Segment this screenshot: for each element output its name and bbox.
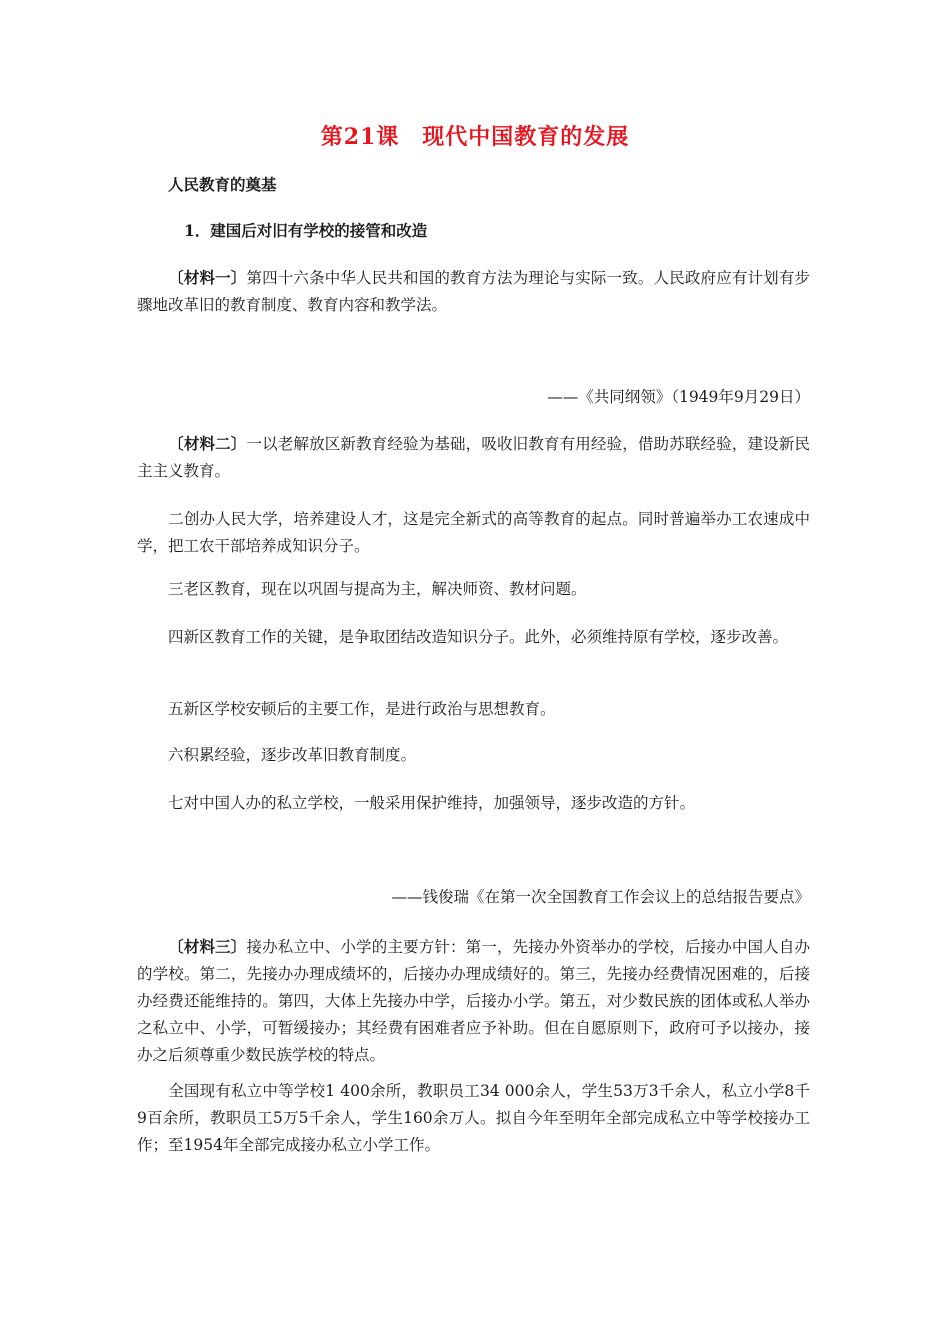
subsection-heading: 1．建国后对旧有学校的接管和改造: [184, 221, 428, 240]
material1-tag: 〔材料一〕: [168, 268, 247, 287]
material2-item6-text: 六积累经验，逐步改革旧教育制度。: [168, 746, 417, 764]
material3-tag: 〔材料三〕: [168, 937, 247, 956]
material2-item2: [137, 506, 810, 560]
material3-paragraph: [137, 933, 810, 1069]
material3-text: 接办私立中、小学的主要方针：第一，先接办外资举办的学校，后接办中国人自办的学校。第二，先接办办理成绩坏的，后接办办理成绩好的。第三，先接办经费情况困难的，后接办经费还能维持的。第四，大体上先接办中学，后接办小学。第五，对少数民族的团体或私人举办之私立中、小学，可暂缓接办；其经费有困难者应予补助。但在自愿原则下，政府可予以接办，接办之后须尊重少数民族学校的特点。: [137, 938, 810, 1064]
material2-item3-text: 三老区教育，现在以巩固与提高为主，解决师资、教材问题。: [168, 580, 587, 598]
material3-statistics: [137, 1078, 810, 1159]
material2-tag: 〔材料二〕: [168, 434, 247, 453]
material2-item5-text: 五新区学校安顿后的主要工作，是进行政治与思想教育。: [168, 700, 556, 718]
material2-item4: [137, 624, 810, 651]
material2-source: ——钱俊瑞《在第一次全国教育工作会议上的总结报告要点》: [391, 888, 810, 906]
material1-paragraph: [137, 264, 810, 319]
material2-item6: [168, 742, 808, 769]
material2-item1-text: 一以老解放区新教育经验为基础，吸收旧教育有用经验，借助苏联经验，建设新民主主义教育。: [137, 435, 810, 480]
material2-item1: [137, 430, 810, 485]
material2-item3: [137, 576, 810, 603]
material1-text: 第四十六条中华人民共和国的教育方法为理论与实际一致。人民政府应有计划有步骤地改革旧的教育制度、教育内容和教学法。: [137, 269, 810, 314]
material2-item2-text: 二创办人民大学，培养建设人才，这是完全新式的高等教育的起点。同时普遍举办工农速成中学，把工农干部培养成知识分子。: [137, 510, 810, 555]
section-heading: 人民教育的奠基: [168, 175, 277, 194]
material2-item7-text: 七对中国人办的私立学校，一般采用保护维持，加强领导，逐步改造的方针。: [168, 794, 696, 812]
material3-text2: 全国现有私立中等学校1 400余所，教职员工34 000余人，学生53万3千余人，私立小学8千9百余所，教职员工5万5千余人，学生160余万人。拟自今年至明年全部完成私立中等学校接办工作；至1954年全部完成接办私立小学工作。: [137, 1082, 810, 1154]
material2-item4-text: 四新区教育工作的关键，是争取团结改造知识分子。此外，必须维持原有学校，逐步改善。: [168, 628, 789, 646]
material1-source: ——《共同纲领》（1949年9月29日）: [547, 388, 810, 406]
material2-item5: [137, 696, 810, 723]
material2-item7: [137, 790, 810, 817]
page-title: 第21课 现代中国教育的发展: [320, 124, 630, 150]
